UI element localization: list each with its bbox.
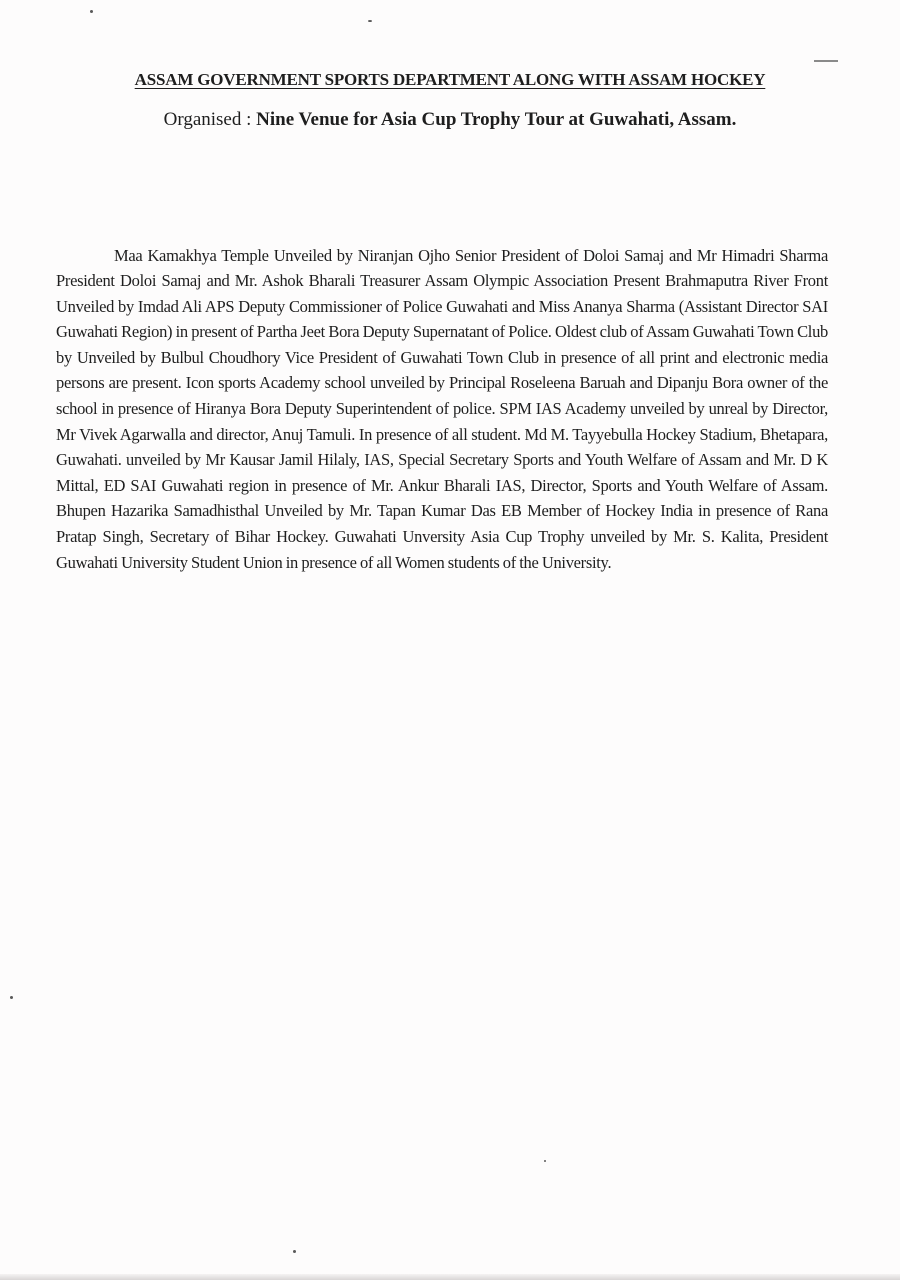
- document-subtitle: [40, 107, 860, 133]
- subtitle-event: Nine Venue for Asia Cup Trophy Tour at Guwahati, Assam.: [256, 109, 737, 130]
- scan-bottom-edge: [0, 1274, 900, 1280]
- scan-speck: [368, 20, 372, 22]
- scan-mark: [814, 60, 838, 62]
- document-title: ASSAM GOVERNMENT SPORTS DEPARTMENT ALONG WITH ASSAM HOCKEY: [134, 70, 766, 89]
- scan-speck: [90, 10, 93, 13]
- scan-speck: [544, 1160, 546, 1162]
- scan-speck: [293, 1250, 296, 1253]
- subtitle-prefix: Organised :: [163, 109, 257, 130]
- scan-speck: [10, 996, 13, 999]
- body-paragraph: Maa Kamakhya Temple Unveiled by Niranjan Ojho Senior President of Doloi Samaj and Mr Himadri Sharma President Doloi Samaj and Mr. Ashok Bharali Treasurer Assam Olympic Association Present Brahmaputra River Front Unveiled by Imdad Ali APS Deputy Commissioner of Police Guwahati and Miss Ananya Sharma (Assistant Director SAI Guwahati Region) in present of Partha Jeet Bora Deputy Supernatant of Police. Oldest club of Assam Guwahati Town Club by Unveiled by Bulbul Choudhory Vice President of Guwahati Town Club in presence of all print and electronic media persons are present. Icon sports Academy school unveiled by Principal Roseleena Baruah and Dipanju Bora owner of the school in presence of Hiranya Bora Deputy Superintendent of police. SPM IAS Academy unveiled by unreal by Director, Mr Vivek Agarwalla and director, Anuj Tamuli. In presence of all student. Md M. Tayyebulla Hockey Stadium, Bhetapara, Guwahati. unveiled by Mr Kausar Jamil Hilaly, IAS, Special Secretary Sports and Youth Welfare of Assam and Mr. D K Mittal, ED SAI Guwahati region in presence of Mr. Ankur Bharali IAS, Director, Sports and Youth Welfare of Assam. Bhupen Hazarika Samadhisthal Unveiled by Mr. Tapan Kumar Das EB Member of Hockey India in presence of Rana Pratap Singh, Secretary of Bihar Hockey. Guwahati Unversity Asia Cup Trophy unveiled by Mr. S. Kalita, President Guwahati University Student Union in presence of all Women students of the University.: [56, 245, 828, 572]
